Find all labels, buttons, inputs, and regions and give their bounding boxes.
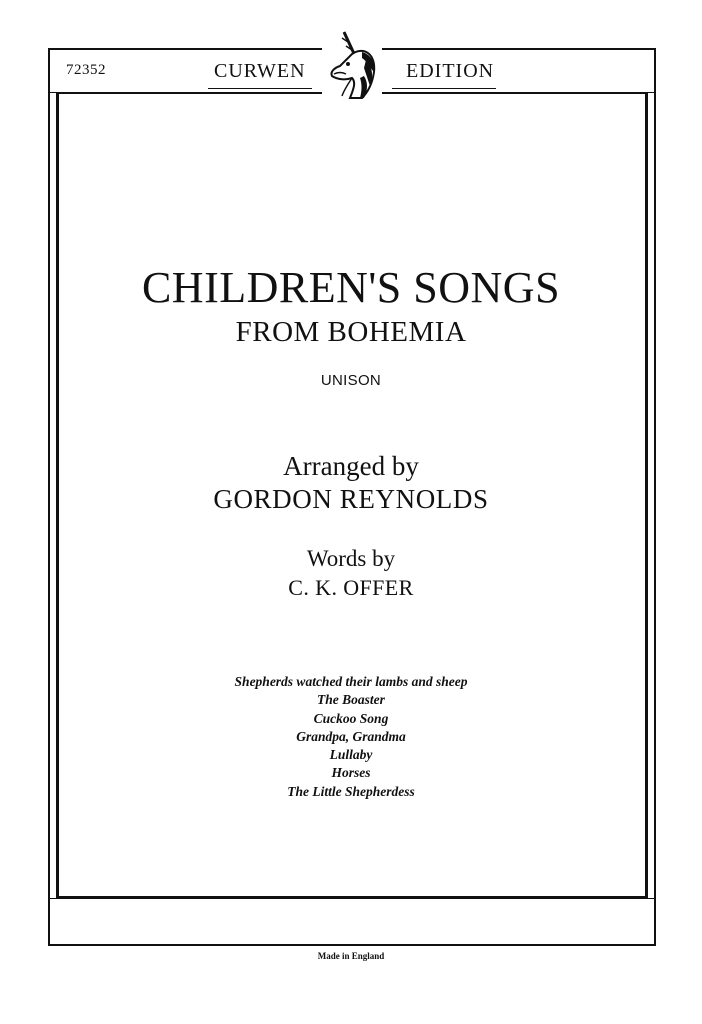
unicorn-head-icon (322, 28, 382, 100)
list-item: Grandpa, Grandma (296, 728, 406, 744)
voicing-label: UNISON (320, 372, 382, 389)
list-item: Cuckoo Song (313, 710, 389, 726)
lyricist-label: Words by (306, 546, 396, 571)
list-item: Shepherds watched their lambs and sheep (234, 674, 468, 689)
publisher-name-right: EDITION (406, 60, 495, 82)
arranger-name: GORDON REYNOLDS (213, 484, 489, 514)
list-item: The Boaster (317, 692, 385, 708)
publisher-name-left: CURWEN (214, 60, 306, 82)
page-title: CHILDREN'S SONGS (141, 263, 561, 312)
catalogue-number: 72352 (66, 62, 106, 78)
list-item: The Little Shepherdess (287, 783, 415, 799)
header-rule-left (208, 88, 312, 89)
imprint-text: Made in England (317, 951, 385, 961)
page-subtitle: FROM BOHEMIA (235, 316, 467, 348)
arranger-label: Arranged by (283, 451, 419, 481)
footer-band-rule (48, 898, 656, 899)
list-item: Lullaby (329, 747, 373, 763)
song-list (0, 673, 702, 801)
lyricist-name: C. K. OFFER (288, 575, 414, 600)
header-rule-right (392, 88, 496, 89)
list-item: Horses (331, 765, 371, 781)
